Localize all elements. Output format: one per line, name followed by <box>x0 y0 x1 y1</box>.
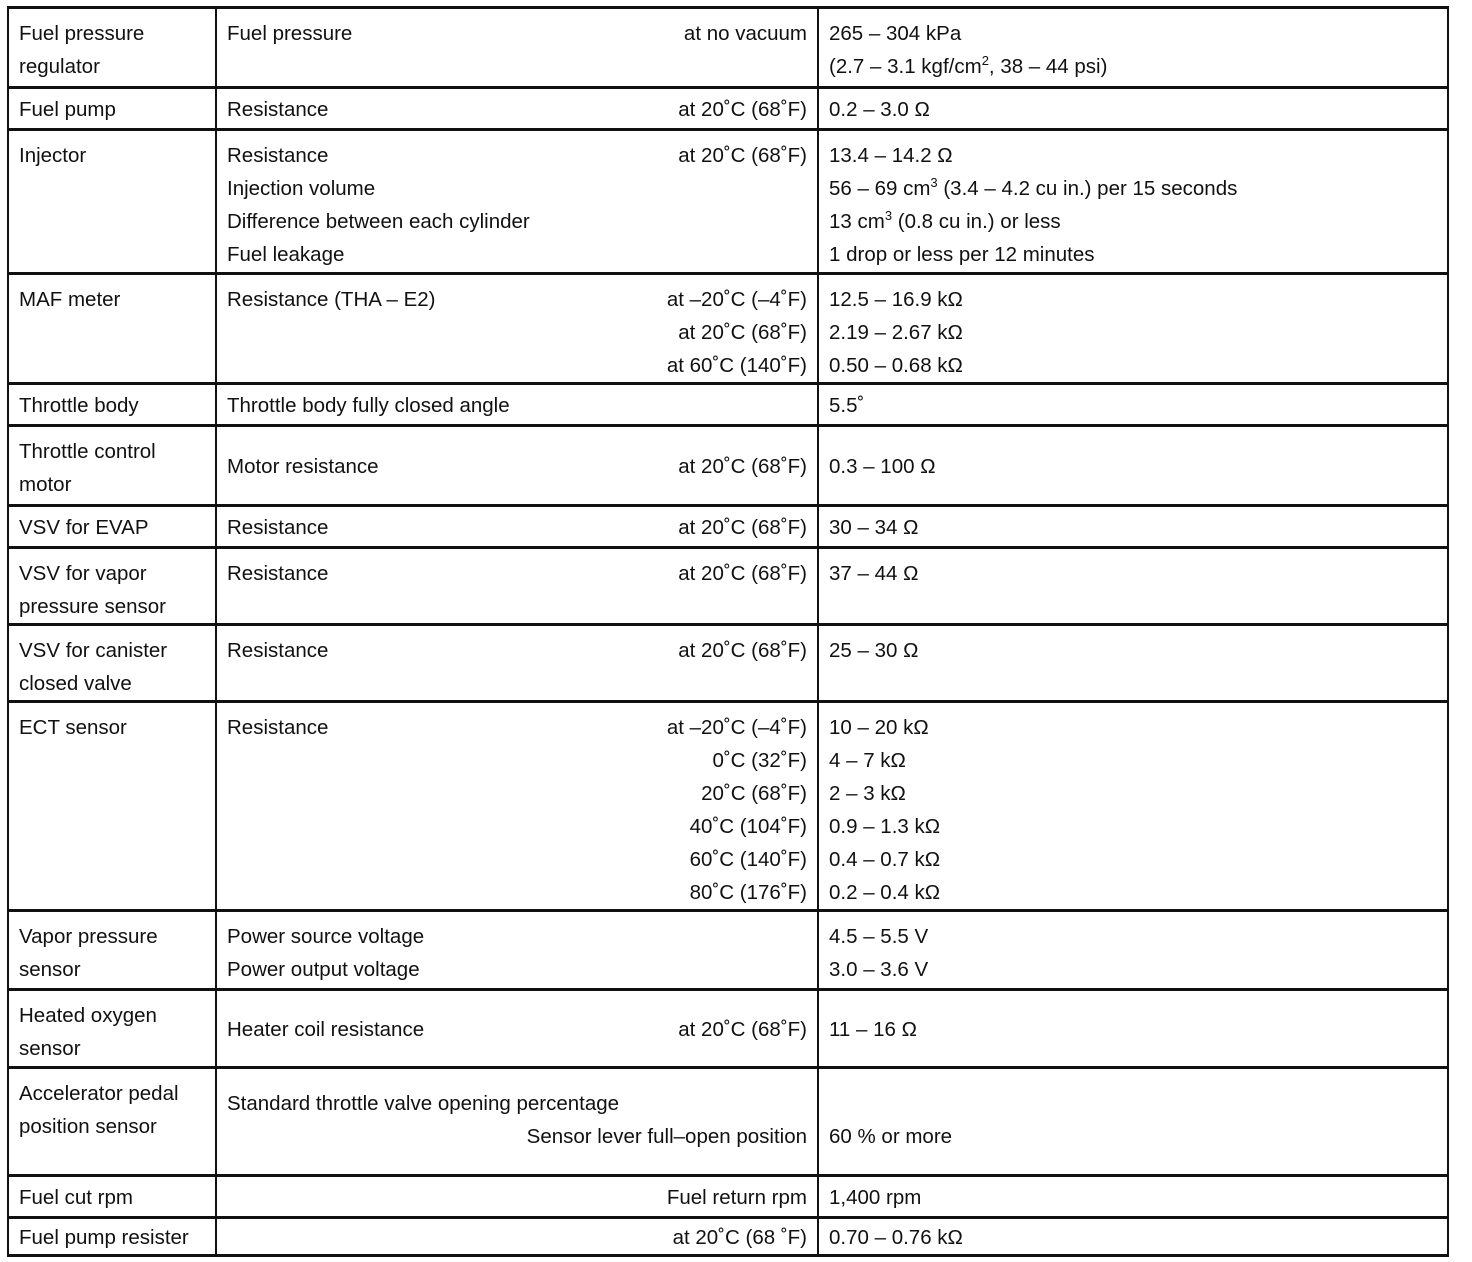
spec-value: 0.2 – 3.0 Ω <box>829 98 930 121</box>
spec-value: 0.3 – 100 Ω <box>829 455 936 478</box>
value-cell <box>818 548 1448 625</box>
item-cell <box>216 384 818 426</box>
spec-value: 1 drop or less per 12 minutes <box>829 243 1095 266</box>
item-condition: at no vacuum <box>683 22 807 45</box>
item-condition: Sensor lever full–open position <box>526 1125 807 1148</box>
item-condition: 60˚C (140˚F) <box>689 848 807 871</box>
item-cell <box>216 548 818 625</box>
item-cell <box>216 1176 818 1218</box>
value-cell <box>818 130 1448 274</box>
item-label: Injection volume <box>227 177 376 200</box>
spec-value: 0.50 – 0.68 kΩ <box>829 354 963 377</box>
component-name: Accelerator pedal position sensor <box>19 1082 179 1138</box>
table-row <box>8 548 1448 625</box>
table-row <box>8 1068 1448 1176</box>
item-cell <box>216 8 818 88</box>
value-cell <box>818 990 1448 1068</box>
spec-value: 3.0 – 3.6 V <box>829 958 929 981</box>
spec-value: 0.4 – 0.7 kΩ <box>829 848 941 871</box>
component-cell <box>8 88 216 130</box>
component-cell <box>8 990 216 1068</box>
component-cell <box>8 426 216 506</box>
item-cell <box>216 130 818 274</box>
item-label: Resistance <box>227 144 329 167</box>
component-cell <box>8 1218 216 1256</box>
component-name: VSV for vapor pressure sensor <box>19 562 166 618</box>
component-cell <box>8 274 216 384</box>
item-condition: at 20˚C (68˚F) <box>678 455 807 478</box>
item-cell <box>216 1218 818 1256</box>
component-cell <box>8 702 216 911</box>
item-cell <box>216 990 818 1068</box>
item-cell <box>216 1068 818 1176</box>
table-row <box>8 426 1448 506</box>
item-condition: at 20˚C (68˚F) <box>678 144 807 167</box>
value-cell <box>818 506 1448 548</box>
spec-value: 5.5˚ <box>829 394 865 417</box>
item-label: Heater coil resistance <box>227 1018 425 1041</box>
spec-value: 30 – 34 Ω <box>829 516 919 539</box>
item-condition: Fuel return rpm <box>666 1186 807 1209</box>
item-label: Resistance <box>227 516 329 539</box>
item-condition: at 20˚C (68˚F) <box>678 321 807 344</box>
value-cell <box>818 1068 1448 1176</box>
item-label: Resistance <box>227 716 329 739</box>
value-cell <box>818 88 1448 130</box>
value-cell <box>818 426 1448 506</box>
item-label: Fuel pressure <box>227 22 353 45</box>
spec-value: 10 – 20 kΩ <box>829 716 929 739</box>
item-condition: at –20˚C (–4˚F) <box>666 288 807 311</box>
component-name: Throttle control motor <box>19 440 156 496</box>
component-cell <box>8 911 216 990</box>
spec-value: (2.7 – 3.1 kgf/$cm^2$, 38 – 44 psi) <box>829 53 1108 78</box>
item-label: Standard throttle valve opening percentage <box>227 1092 620 1115</box>
spec-value: 4.5 – 5.5 V <box>829 925 929 948</box>
value-cell <box>818 702 1448 911</box>
item-label: Fuel leakage <box>227 243 345 266</box>
component-name: Fuel pump <box>19 98 116 121</box>
table-row <box>8 990 1448 1068</box>
item-condition: at 20˚C (68˚F) <box>678 1018 807 1041</box>
item-condition: at 20˚C (68˚F) <box>678 98 807 121</box>
item-label: Motor resistance <box>227 455 379 478</box>
value-cell <box>818 1218 1448 1256</box>
value-cell <box>818 625 1448 702</box>
value-cell <box>818 911 1448 990</box>
table-row <box>8 88 1448 130</box>
table-row <box>8 506 1448 548</box>
component-name: Throttle body <box>19 394 139 417</box>
spec-value: 13 $cm^3$ (0.8 cu in.) or less <box>829 208 1061 233</box>
component-name: VSV for canister closed valve <box>19 639 168 695</box>
item-condition: at 20˚C (68˚F) <box>678 562 807 585</box>
component-cell <box>8 1176 216 1218</box>
spec-value: 0.2 – 0.4 kΩ <box>829 881 941 904</box>
item-cell <box>216 274 818 384</box>
table-row <box>8 1218 1448 1256</box>
item-label: Resistance <box>227 562 329 585</box>
item-cell <box>216 911 818 990</box>
item-condition: at 20˚C (68˚F) <box>678 516 807 539</box>
table-row <box>8 274 1448 384</box>
item-label: Resistance (THA – E2) <box>227 288 436 311</box>
table-row <box>8 384 1448 426</box>
item-condition: 40˚C (104˚F) <box>689 815 807 838</box>
item-condition: at 60˚C (140˚F) <box>666 354 807 377</box>
spec-value: 1,400 rpm <box>829 1186 922 1209</box>
spec-value: 0.9 – 1.3 kΩ <box>829 815 941 838</box>
spec-value: 25 – 30 Ω <box>829 639 919 662</box>
item-cell <box>216 625 818 702</box>
item-cell <box>216 506 818 548</box>
table-row <box>8 911 1448 990</box>
item-label: Power source voltage <box>227 925 425 948</box>
item-condition: at –20˚C (–4˚F) <box>666 716 807 739</box>
component-cell <box>8 548 216 625</box>
item-label: Resistance <box>227 639 329 662</box>
value-cell <box>818 8 1448 88</box>
component-cell <box>8 1068 216 1176</box>
item-condition: 0˚C (32˚F) <box>712 749 807 772</box>
component-cell <box>8 130 216 274</box>
component-name: MAF meter <box>19 288 121 311</box>
spec-value: 2 – 3 kΩ <box>829 782 906 805</box>
spec-value: 37 – 44 Ω <box>829 562 919 585</box>
item-condition: at 20˚C (68 ˚F) <box>672 1226 807 1249</box>
spec-value: 60 % or more <box>829 1125 953 1148</box>
item-condition: 80˚C (176˚F) <box>689 881 807 904</box>
specification-table <box>7 6 1449 1257</box>
spec-value: 2.19 – 2.67 kΩ <box>829 321 963 344</box>
spec-value: 4 – 7 kΩ <box>829 749 906 772</box>
item-condition: 20˚C (68˚F) <box>701 782 807 805</box>
value-cell <box>818 384 1448 426</box>
component-name: Vapor pressure sensor <box>19 925 158 981</box>
spec-value: 56 – 69 $cm^3$ (3.4 – 4.2 cu in.) per 15 seconds <box>829 175 1238 200</box>
value-cell <box>818 1176 1448 1218</box>
component-name: Fuel cut rpm <box>19 1186 133 1209</box>
item-label: Power output voltage <box>227 958 420 981</box>
component-cell <box>8 8 216 88</box>
component-name: Fuel pump resister <box>19 1226 189 1249</box>
spec-value: 0.70 – 0.76 kΩ <box>829 1226 963 1249</box>
item-condition: at 20˚C (68˚F) <box>678 639 807 662</box>
value-cell <box>818 274 1448 384</box>
component-cell <box>8 384 216 426</box>
component-name: Heated oxygen sensor <box>19 1004 157 1060</box>
table-row <box>8 130 1448 274</box>
component-cell <box>8 506 216 548</box>
table-row <box>8 8 1448 88</box>
table-row <box>8 702 1448 911</box>
component-name: Injector <box>19 144 87 167</box>
item-cell <box>216 426 818 506</box>
item-label: Throttle body fully closed angle <box>227 394 510 417</box>
component-name: ECT sensor <box>19 716 127 739</box>
component-name: Fuel pressure regulator <box>19 22 145 78</box>
item-cell <box>216 702 818 911</box>
component-name: VSV for EVAP <box>19 516 149 539</box>
table-row <box>8 625 1448 702</box>
item-cell <box>216 88 818 130</box>
spec-value: 11 – 16 Ω <box>829 1018 917 1041</box>
spec-value: 265 – 304 kPa <box>829 22 962 45</box>
component-cell <box>8 625 216 702</box>
table-row <box>8 1176 1448 1218</box>
item-label: Resistance <box>227 98 329 121</box>
item-label: Difference between each cylinder <box>227 210 530 233</box>
spec-value: 12.5 – 16.9 kΩ <box>829 288 963 311</box>
spec-value: 13.4 – 14.2 Ω <box>829 144 953 167</box>
